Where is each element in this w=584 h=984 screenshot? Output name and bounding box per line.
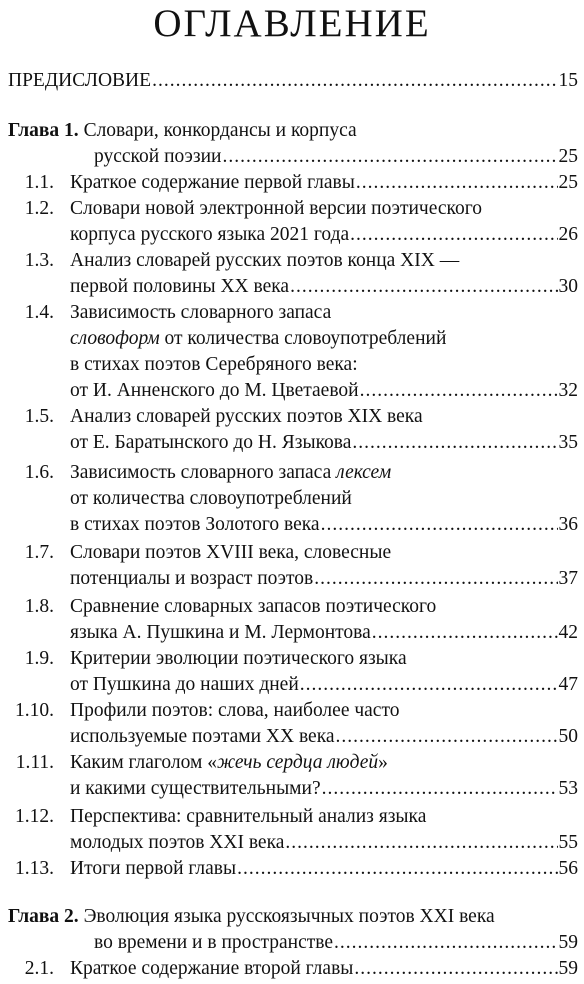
section-number: 2.1.: [24, 958, 54, 979]
section-number: 1.12.: [15, 806, 54, 827]
dot-leader: [237, 856, 557, 882]
toc-entry-1-4[interactable]: от И. Анненского до М. Цветаевой ..... 32: [70, 378, 578, 404]
section-number: 1.7.: [24, 542, 54, 563]
section-number: 1.11.: [15, 752, 54, 773]
toc-entry-1-3[interactable]: первой половины XX века ..... 30: [70, 274, 578, 300]
toc-entry-1-4-line1[interactable]: Зависимость словарного запаса: [70, 302, 332, 323]
dot-leader: [372, 620, 558, 646]
section-number: 1.3.: [24, 250, 54, 271]
toc-entry-1-10[interactable]: используемые поэтами XX века ..... 50: [70, 724, 578, 750]
italic-term: лексем: [336, 462, 392, 483]
toc-entry-1-8-line1[interactable]: Сравнение словарных запасов поэтического: [70, 596, 437, 617]
dot-leader: [321, 512, 558, 538]
dot-leader: [322, 776, 558, 802]
toc-entry-1-13[interactable]: Итоги первой главы ..... 56: [70, 856, 578, 882]
section-number: 1.5.: [24, 406, 54, 427]
dot-leader: [334, 930, 557, 956]
toc-entry-1-9[interactable]: от Пушкина до наших дней ..... 47: [70, 672, 578, 698]
toc-entry-1-9-line1[interactable]: Критерии эволюции поэтического языка: [70, 648, 407, 669]
toc-page-number: 36: [558, 514, 578, 535]
toc-page-number: 26: [558, 224, 578, 245]
section-number: 1.13.: [15, 858, 54, 879]
dot-leader: [350, 222, 557, 248]
toc-page-number: 15: [558, 70, 578, 91]
toc-page-number: 42: [558, 622, 578, 643]
toc-entry-1-5[interactable]: от Е. Баратынского до Н. Языкова ..... 35: [70, 430, 578, 456]
toc-entry-1-2-line1[interactable]: Словари новой электронной версии поэтического: [70, 198, 483, 219]
toc-chapter-2-heading[interactable]: [8, 904, 495, 930]
chapter-prefix: Глава 2.: [8, 906, 79, 927]
toc-entry-chapter-2[interactable]: [94, 930, 578, 956]
toc-entry-1-3-line1[interactable]: Анализ словарей русских поэтов конца XIX —: [70, 250, 460, 271]
toc-page-number: 35: [558, 432, 578, 453]
italic-term: словоформ: [70, 328, 160, 349]
section-number: 1.9.: [24, 648, 54, 669]
toc-entry-1-10-line1[interactable]: Профили поэтов: слова, наиболее часто: [70, 700, 400, 721]
dot-leader: [290, 274, 557, 300]
dot-leader: [152, 68, 557, 94]
toc-entry-1-6-line1[interactable]: Зависимость словарного запаса лексем: [70, 462, 392, 483]
toc-entry-1-11[interactable]: и какими существительными? ..... 53: [70, 776, 578, 802]
toc-page-number: 47: [558, 674, 578, 695]
chapter-title-cont: русской поэзии: [94, 146, 222, 167]
dot-leader: [354, 956, 557, 982]
italic-quote: жечь сердца людей: [217, 752, 379, 773]
toc-page-number: 50: [558, 726, 578, 747]
toc-entry-1-1[interactable]: [70, 170, 578, 196]
dot-leader: [360, 378, 558, 404]
toc-page-number: 30: [558, 276, 578, 297]
toc-chapter-1-heading[interactable]: [8, 118, 357, 144]
toc-label: Краткое содержание первой главы: [70, 172, 355, 193]
section-number: 1.8.: [24, 596, 54, 617]
toc-entry-1-4-line2[interactable]: словоформ от количества словоупотреблений: [70, 328, 447, 349]
toc-page-number: 53: [558, 778, 578, 799]
toc-entry-1-12[interactable]: молодых поэтов XXI века ..... 55: [70, 830, 578, 856]
toc-entry-1-7-line1[interactable]: Словари поэтов XVIII века, словесные: [70, 542, 392, 563]
section-number: 1.6.: [24, 462, 54, 483]
toc-entry-1-6-line2[interactable]: от количества словоупотреблений: [70, 488, 352, 509]
toc-page-number: 32: [558, 380, 578, 401]
toc-page-number: 59: [558, 932, 578, 953]
section-number: 1.10.: [15, 700, 54, 721]
section-number: 1.4.: [24, 302, 54, 323]
toc-entry-1-5-line1[interactable]: Анализ словарей русских поэтов XIX века: [70, 406, 423, 427]
dot-leader: [336, 724, 558, 750]
toc-page-number: 55: [558, 832, 578, 853]
toc-entry-1-8[interactable]: языка А. Пушкина и М. Лермонтова ..... 42: [70, 620, 578, 646]
dot-leader: [314, 566, 557, 592]
toc-entry-chapter-1[interactable]: [94, 144, 578, 170]
toc-page-number: 25: [558, 146, 578, 167]
toc-entry-preface[interactable]: [8, 68, 578, 94]
dot-leader: [300, 672, 558, 698]
toc-entry-1-7[interactable]: потенциалы и возраст поэтов ..... 37: [70, 566, 578, 592]
page-title: ОГЛАВЛЕНИЕ: [153, 2, 431, 45]
toc-entry-1-6[interactable]: в стихах поэтов Золотого века ..... 36: [70, 512, 578, 538]
chapter-title: Эволюция языка русскоязычных поэтов XXI века: [78, 906, 495, 927]
toc-label: ПРЕДИСЛОВИЕ: [8, 70, 152, 91]
toc-entry-1-11-line1[interactable]: Каким глаголом «жечь сердца людей»: [70, 752, 388, 773]
toc-page-number: 56: [558, 858, 578, 879]
toc-entry-1-12-line1[interactable]: Перспектива: сравнительный анализ языка: [70, 806, 427, 827]
chapter-title-cont: во времени и в пространстве: [94, 932, 334, 953]
section-number: 1.2.: [24, 198, 54, 219]
toc-entry-1-2[interactable]: корпуса русского языка 2021 года ..... 26: [70, 222, 578, 248]
dot-leader: [222, 144, 557, 170]
toc-entry-2-1[interactable]: Краткое содержание второй главы ..... 59: [70, 956, 578, 982]
toc-entry-1-4-line3[interactable]: в стихах поэтов Серебряного века:: [70, 354, 358, 375]
chapter-prefix: Глава 1.: [8, 120, 79, 141]
dot-leader: [285, 830, 557, 856]
toc-page-number: 59: [558, 958, 578, 979]
chapter-title: Словари, конкордансы и корпуса: [78, 120, 357, 141]
dot-leader: [352, 430, 557, 456]
dot-leader: [356, 170, 558, 196]
toc-page-number: 37: [558, 568, 578, 589]
toc-page-number: 25: [558, 172, 578, 193]
section-number: 1.1.: [24, 172, 54, 193]
